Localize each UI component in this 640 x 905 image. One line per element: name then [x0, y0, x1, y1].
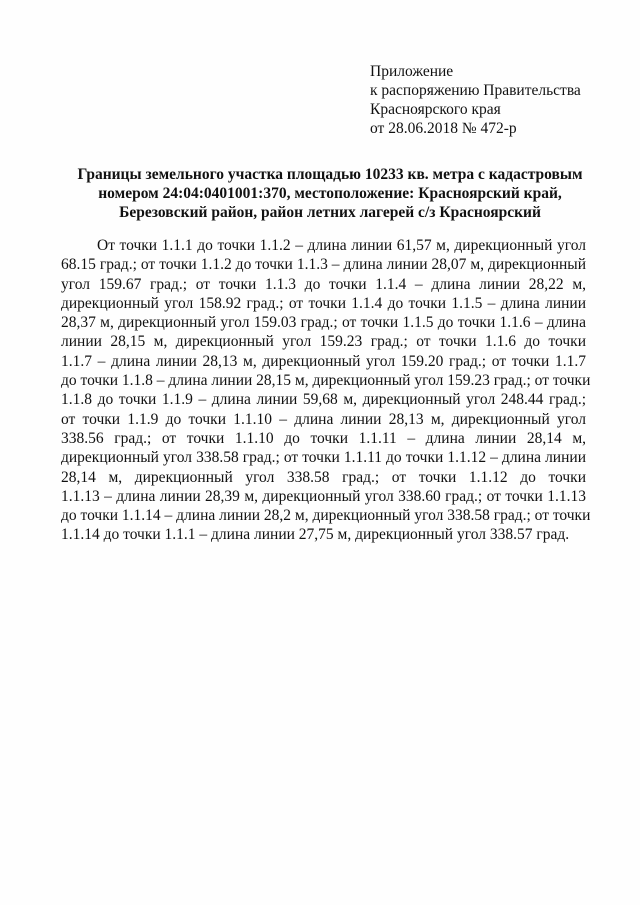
body-line: 68.15 град.; от точки 1.1.2 до точки 1.1.3 – длина линии 28,07 м, дирекционный [61, 256, 586, 274]
boundary-description [61, 236, 591, 545]
body-line: 1.1.7 – длина линии 28,13 м, дирекционный угол 159.20 град.; от точки 1.1.7 [61, 352, 586, 370]
appendix-line-2: к распоряжению Правительства [370, 82, 581, 99]
body-line: 1.1.14 до точки 1.1.1 – длина линии 27,75 м, дирекционный угол 338.57 град. [61, 526, 570, 544]
body-line: до точки 1.1.14 – длина линии 28,2 м, дирекционный угол 338.58 град.; от точки [61, 507, 591, 525]
body-line: От точки 1.1.1 до точки 1.1.2 – длина линии 61,57 м, дирекционный угол [97, 237, 586, 254]
title-line-3: Березовский район, район летних лагерей с/з Красноярский [119, 204, 541, 221]
body-line: 1.1.13 – длина линии 28,39 м, дирекционный угол 338.60 град.; от точки 1.1.13 [61, 487, 586, 505]
body-line: дирекционный угол 338.58 град.; от точки 1.1.11 до точки 1.1.12 – длина линии [61, 449, 586, 467]
body-line: до точки 1.1.8 – длина линии 28,15 м, дирекционный угол 159.23 град.; от точки [61, 372, 591, 390]
document-title [40, 165, 620, 222]
body-line: 338.56 град.; от точки 1.1.10 до точки 1.1.11 – длина линии 28,14 м, [61, 429, 586, 447]
body-line: 1.1.8 до точки 1.1.9 – длина линии 59,68 м, дирекционный угол 248.44 град.; [61, 391, 586, 409]
appendix-line-4: от 28.06.2018 № 472-р [370, 120, 517, 137]
title-line-2: номером 24:04:0401001:370, местоположение: Красноярский край, [98, 185, 562, 202]
appendix-line-1: Приложение [370, 63, 454, 80]
title-line-1: Границы земельного участка площадью 10233 кв. метра с кадастровым [77, 166, 583, 183]
body-line: 28,14 м, дирекционный угол 338.58 град.; от точки 1.1.12 до точки [61, 468, 586, 486]
body-line: 28,37 м, дирекционный угол 159.03 град.; от точки 1.1.5 до точки 1.1.6 – длина [61, 314, 586, 332]
body-line: от точки 1.1.9 до точки 1.1.10 – длина линии 28,13 м, дирекционный угол [61, 410, 586, 428]
body-line: линии 28,15 м, дирекционный угол 159.23 град.; от точки 1.1.6 до точки [61, 333, 586, 351]
body-line: дирекционный угол 158.92 град.; от точки 1.1.4 до точки 1.1.5 – длина линии [61, 294, 586, 312]
appendix-header [370, 62, 625, 138]
appendix-line-3: Красноярского края [370, 101, 501, 118]
body-line: угол 159.67 град.; от точки 1.1.3 до точки 1.1.4 – длина линии 28,22 м, [61, 275, 586, 293]
